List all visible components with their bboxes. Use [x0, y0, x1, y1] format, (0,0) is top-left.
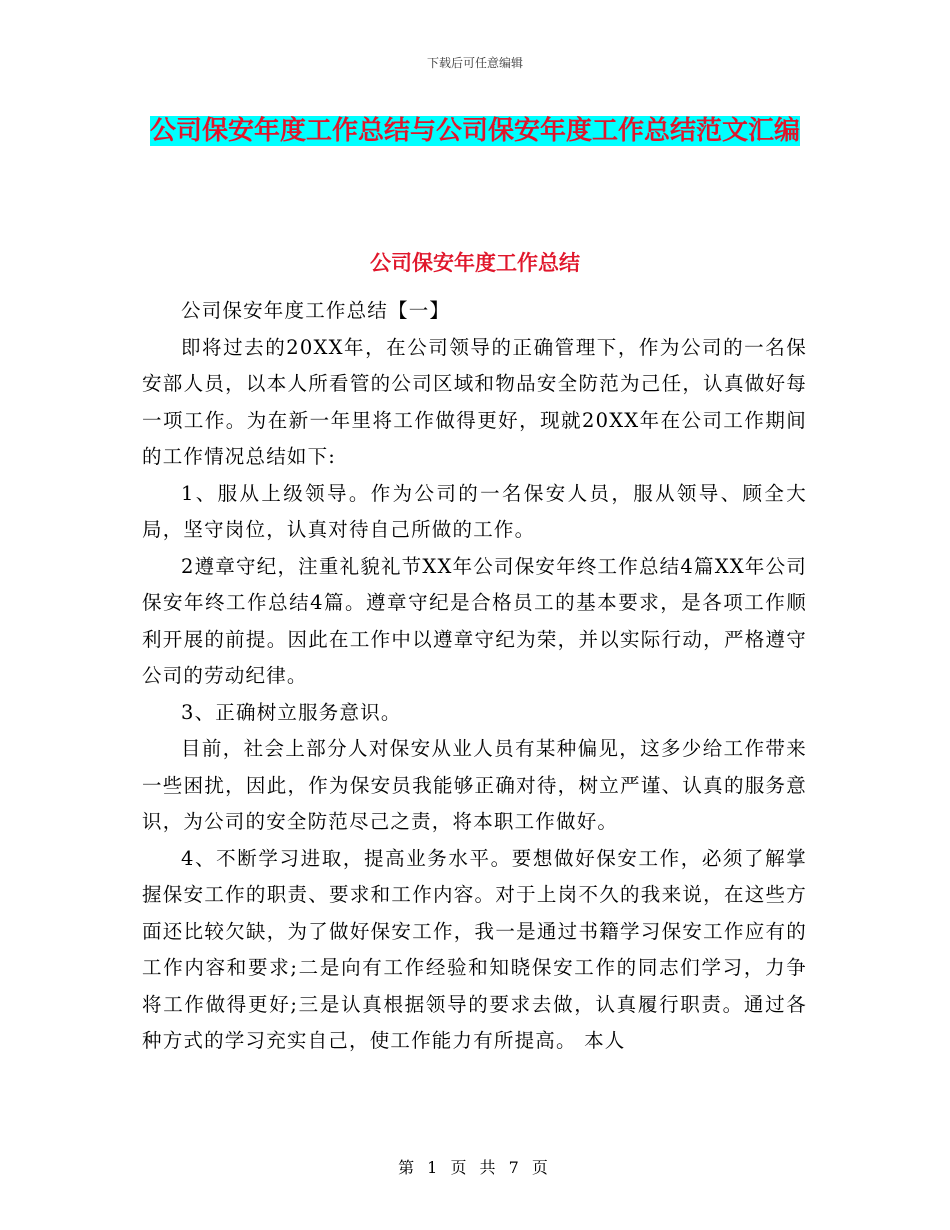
- paragraph: 3、正确树立服务意识。: [181, 700, 402, 724]
- paragraph: 即将过去的20XX年，在公司领导的正确管理下，作为公司的一名保安部人员，以本人所看管的公司区域和物品安全防范为己任，认真做好每一项工作。为在新一年里将工作做得更好，现就20XX年在公司工作期间的工作情况总结如下:: [142, 335, 807, 468]
- document-body: [142, 293, 807, 1060]
- section-title: 公司保安年度工作总结: [370, 251, 580, 275]
- paragraph: 2遵章守纪，注重礼貌礼节XX年公司保安年终工作总结4篇XX年公司保安年终工作总结4篇。遵章守纪是合格员工的基本要求，是各项工作顺利开展的前提。因此在工作中以遵章守纪为荣，并以实际行动，严格遵守公司的劳动纪律。: [142, 554, 807, 687]
- page-header-note: 下载后可任意编辑: [426, 56, 523, 70]
- document-title-text: 公司保安年度工作总结与公司保安年度工作总结范文汇编: [149, 116, 800, 146]
- paragraph: 1、服从上级领导。作为公司的一名保安人员，服从领导、顾全大局，坚守岗位，认真对待自己所做的工作。: [142, 481, 807, 541]
- paragraph: 目前，社会上部分人对保安从业人员有某种偏见，这多少给工作带来一些困扰，因此，作为保安员我能够正确对待，树立严谨、认真的服务意识，为公司的安全防范尽己之责，将本职工作做好。: [142, 737, 807, 833]
- page-number: 第 1 页 共 7 页: [398, 1158, 552, 1177]
- document-title: [140, 108, 810, 154]
- paragraph: 4、不断学习进取，提高业务水平。要想做好保安工作，必须了解掌握保安工作的职责、要求和工作内容。对于上岗不久的我来说，在这些方面还比较欠缺，为了做好保安工作，我一是通过书籍学习保安工作应有的工作内容和要求;二是向有工作经验和知晓保安工作的同志们学习，力争将工作做得更好;三是认真根据领导的要求去做，认真履行职责。通过各种方式的学习充实自己，使工作能力有所提高。 本人: [142, 846, 807, 1052]
- paragraph: 公司保安年度工作总结【一】: [181, 299, 451, 322]
